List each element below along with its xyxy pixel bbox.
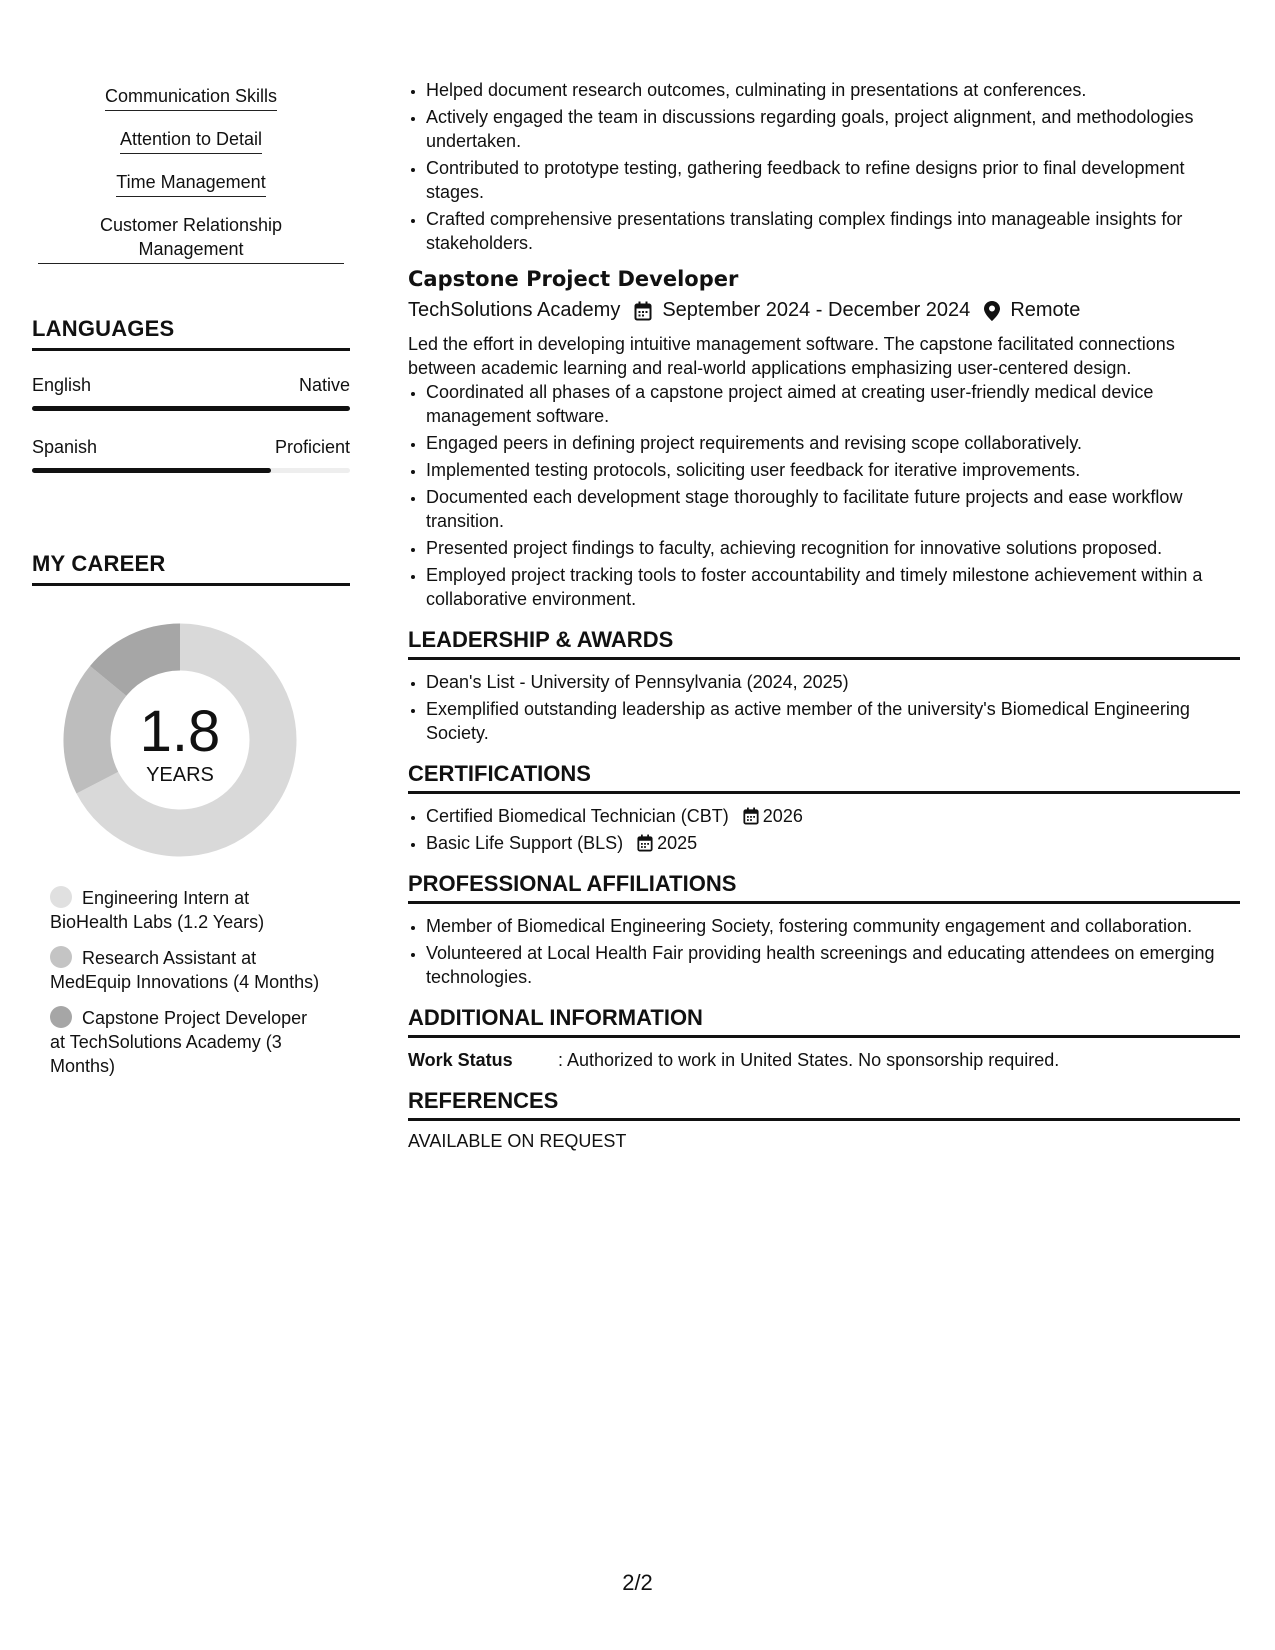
- work-status-value: : Authorized to work in United States. No sponsorship required.: [558, 1050, 1060, 1070]
- skill-item: Communication Skills: [105, 84, 277, 111]
- language-row: [32, 437, 350, 458]
- certifications-list: [408, 804, 1240, 855]
- job-bullets: [408, 380, 1240, 611]
- page-number: 2/2: [622, 1570, 653, 1595]
- work-status-label: Work Status: [408, 1050, 513, 1070]
- language-level: Proficient: [274, 437, 350, 457]
- certification-item: [426, 804, 1240, 828]
- bullet-item: • Coordinated all phases of a capstone project aimed at creating user-friendly medical device management software.: [426, 380, 1240, 428]
- calendar-icon: [743, 807, 759, 825]
- bullet-item: • Employed project tracking tools to foster accountability and timely milestone achievement within a collaborative environment.: [426, 563, 1240, 611]
- job-dates: September 2024 - December 2024: [662, 299, 971, 321]
- certification-item: [426, 831, 1240, 855]
- work-status-row: [408, 1048, 1240, 1072]
- language-bar: [32, 468, 350, 473]
- career-total-unit: YEARS: [146, 763, 214, 786]
- certifications-heading: CERTIFICATIONS: [408, 761, 1240, 794]
- career-total-years: 1.8: [139, 698, 221, 764]
- skills-list: [38, 84, 344, 264]
- donut-center: [56, 616, 304, 864]
- language-name: Spanish: [32, 437, 98, 457]
- job-title: Capstone Project Developer: [408, 267, 739, 291]
- career-heading: MY CAREER: [32, 551, 350, 586]
- bullet-item: • Dean's List - University of Pennsylvania (2024, 2025): [426, 670, 1240, 694]
- job-company: TechSolutions Academy: [408, 299, 621, 321]
- legend-swatch: [50, 1006, 72, 1028]
- bullet-item: • Actively engaged the team in discussions regarding goals, project alignment, and methodologies undertaken.: [426, 105, 1240, 153]
- languages-heading: LANGUAGES: [32, 316, 350, 351]
- legend-item: [50, 1006, 320, 1078]
- leadership-heading: LEADERSHIP & AWARDS: [408, 627, 1240, 660]
- bullet-item: • Volunteered at Local Health Fair providing health screenings and educating attendees on emerging technologies.: [426, 941, 1240, 989]
- bullet-item: • Implemented testing protocols, soliciting user feedback for iterative improvements.: [426, 458, 1240, 482]
- bullet-item: • Member of Biomedical Engineering Society, fostering community engagement and collaboration.: [426, 914, 1240, 938]
- language-name: English: [32, 375, 92, 395]
- legend-swatch: [50, 946, 72, 968]
- career-legend: [50, 886, 320, 1078]
- skill-item: Time Management: [116, 170, 265, 197]
- language-bar-fill: [32, 468, 271, 473]
- legend-label: Research Assistant at MedEquip Innovations (4 Months): [50, 948, 320, 992]
- certification-name: • Basic Life Support (BLS): [426, 833, 624, 853]
- legend-item: [50, 946, 320, 994]
- references-heading: REFERENCES: [408, 1088, 1240, 1121]
- bullet-item: • Presented project findings to faculty, achieving recognition for innovative solutions proposed.: [426, 536, 1240, 560]
- affiliations-list: [408, 914, 1240, 989]
- affiliations-heading: PROFESSIONAL AFFILIATIONS: [408, 871, 1240, 904]
- bullet-item: • Contributed to prototype testing, gathering feedback to refine designs prior to final development stages.: [426, 156, 1240, 204]
- leadership-list: [408, 670, 1240, 745]
- career-donut-chart: [56, 616, 304, 864]
- references-text: AVAILABLE ON REQUEST: [408, 1131, 627, 1151]
- calendar-icon: [634, 301, 652, 321]
- left-column: [32, 84, 350, 1090]
- language-row: [32, 375, 350, 396]
- certification-year: 2025: [657, 833, 698, 853]
- right-column: [408, 78, 1240, 1152]
- job-description: Led the effort in developing intuitive management software. The capstone facilitated connections between academic learning and real-world applications emphasizing user-centered design.: [408, 334, 1175, 378]
- legend-label: Capstone Project Developer at TechSolutions Academy (3 Months): [50, 1008, 308, 1076]
- legend-item: [50, 886, 320, 934]
- language-bar: [32, 406, 350, 411]
- bullet-item: • Crafted comprehensive presentations translating complex findings into manageable insights for stakeholders.: [426, 207, 1240, 255]
- skill-item: Customer Relationship Management: [38, 213, 344, 264]
- job-location: Remote: [1010, 299, 1081, 321]
- skill-item: Attention to Detail: [120, 127, 262, 154]
- additional-info-heading: ADDITIONAL INFORMATION: [408, 1005, 1240, 1038]
- language-bar-fill: [32, 406, 350, 411]
- previous-job-bullets: [408, 78, 1240, 255]
- legend-label: Engineering Intern at BioHealth Labs (1.2 Years): [50, 888, 265, 932]
- bullet-item: • Engaged peers in defining project requirements and revising scope collaboratively.: [426, 431, 1240, 455]
- certification-name: • Certified Biomedical Technician (CBT): [426, 806, 729, 826]
- calendar-icon: [637, 834, 653, 852]
- legend-swatch: [50, 886, 72, 908]
- bullet-item: • Exemplified outstanding leadership as active member of the university's Biomedical Engineering Society.: [426, 697, 1240, 745]
- bullet-item: • Helped document research outcomes, culminating in presentations at conferences.: [426, 78, 1240, 102]
- job-meta: [408, 299, 1240, 322]
- map-pin-icon: [984, 301, 1000, 321]
- certification-year: 2026: [762, 806, 803, 826]
- bullet-item: • Documented each development stage thoroughly to facilitate future projects and ease workflow transition.: [426, 485, 1240, 533]
- language-level: Native: [298, 375, 350, 395]
